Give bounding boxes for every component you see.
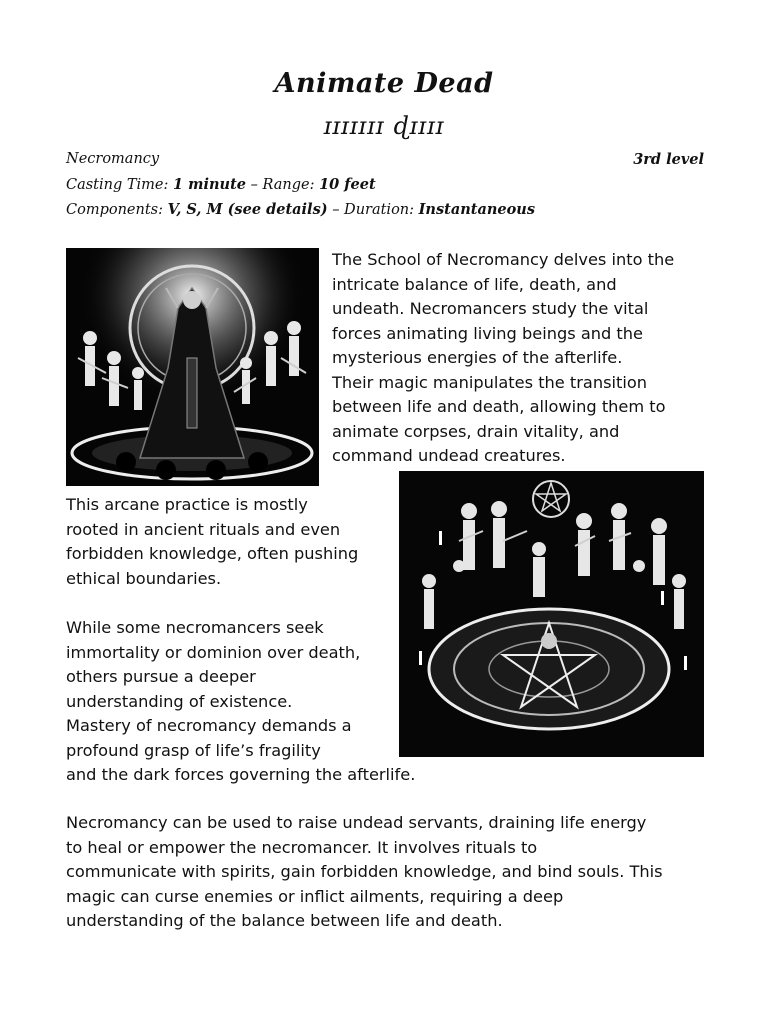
text-line: rooted in ancient rituals and even [66,519,341,539]
page-title: Animate Dead [274,68,494,99]
spell-level: 3rd level [633,151,704,168]
text-line: intricate balance of life, death, and [332,274,617,294]
spell-school: Necromancy [66,151,160,167]
text-line: forbidden knowledge, often pushing [66,544,359,563]
necromancer-ritual-illustration [66,248,319,486]
components-duration-row [66,201,704,218]
text-line: immortality or dominion over death, [66,642,361,662]
text-line: forces animating living beings and the [332,323,643,343]
text-line: magic can curse enemies or inflict ailments, requiring a deep [66,886,564,906]
text-line: others pursue a deeper [66,667,256,686]
text-line: communicate with spirits, gain forbidden knowledge, and bind souls. This [66,862,663,881]
components-value: V, S, M (see details) [167,201,328,218]
casting-time-value: 1 minute [173,176,247,193]
text-line: profound grasp of life’s fragility [66,740,321,760]
components-label: Components: [66,202,163,218]
casting-range-row [66,176,704,193]
duration-label: – Duration: [332,202,415,218]
text-line: and the dark forces governing the afterlife. [66,765,416,784]
duration-value: Instantaneous [418,201,536,218]
casting-time-label: Casting Time: [66,177,169,193]
range-value: 10 feet [319,176,376,193]
text-line: command undead creatures. [332,446,566,465]
paragraph-intro [332,248,707,469]
paragraph-uses [66,811,711,934]
text-line: mysterious energies of the afterlife. [332,348,623,367]
text-line: understanding of existence. [66,691,293,711]
paragraph-immortality [66,616,496,788]
school-level-row [66,151,704,168]
text-line: This arcane practice is mostly [66,495,308,514]
text-line: ethical boundaries. [66,568,222,588]
text-line: Their magic manipulates the transition [332,372,648,392]
text-line: undeath. Necromancers study the vital [332,299,649,318]
text-line: While some necromancers seek [66,618,324,637]
text-line: Mastery of necromancy demands a [66,716,352,735]
necromancer-ritual-image [66,248,319,486]
text-line: Necromancy can be used to raise undead servants, draining life energy [66,813,647,832]
text-line: The School of Necromancy delves into the [332,250,675,269]
range-label: – Range: [250,177,315,193]
paragraph-arcane-practice [66,493,396,591]
text-line: between life and death, allowing them to [332,397,666,416]
text-line: understanding of the balance between life and death. [66,911,503,930]
runic-subtitle: ɪɪɪɪɪɪɪ ɖɪɪɪɪ [323,112,445,140]
text-line: to heal or empower the necromancer. It involves rituals to [66,837,538,857]
text-line: animate corpses, drain vitality, and [332,421,620,441]
